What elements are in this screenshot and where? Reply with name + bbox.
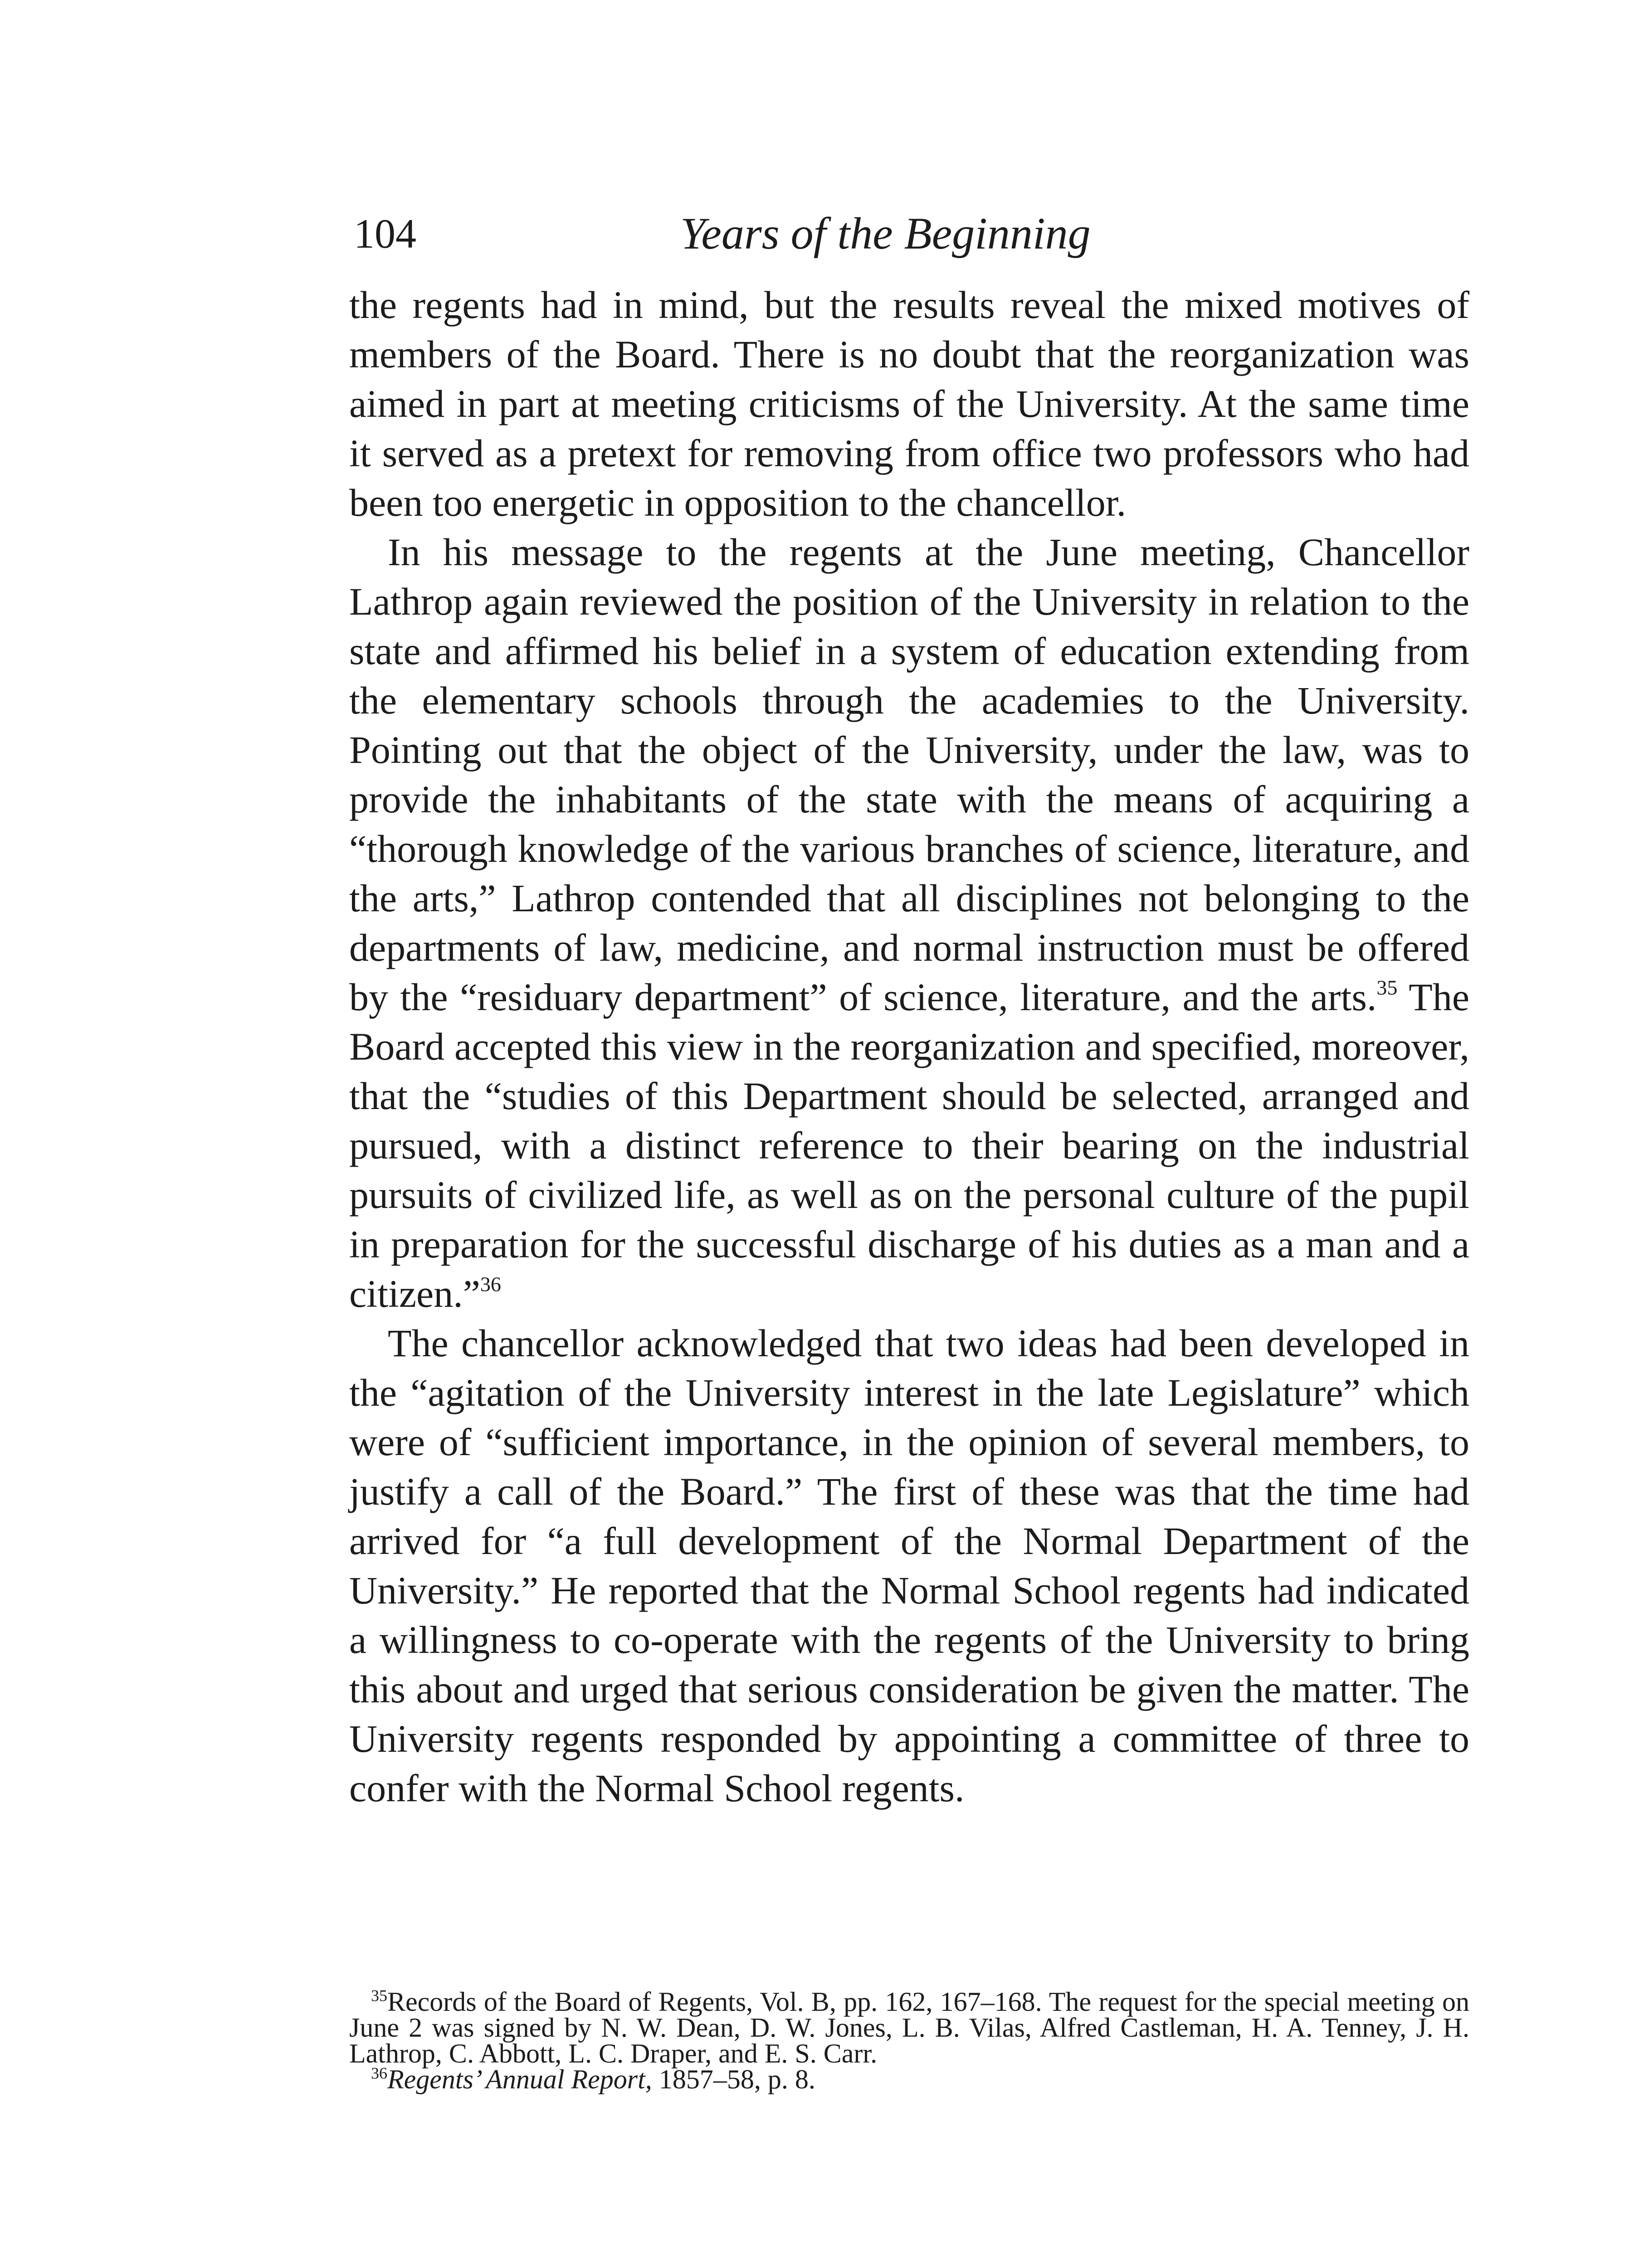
footnote-35 bbox=[349, 1986, 1469, 2068]
running-title: Years of the Beginning bbox=[680, 208, 1091, 259]
footnote-reference-36[interactable]: 36 bbox=[480, 1272, 501, 1296]
footnote-36 bbox=[349, 2064, 1469, 2094]
running-head bbox=[354, 200, 1478, 268]
footnote-text: Records of the Board of Regents, Vol. B, pp. 162, 167–168. The request for the special meeting on June 2 was signed by N. W. Dean, D. W. Jones, L. B. Vilas, Alfred Castleman, H. A. Tenney, J. H. Lathrop, C. Abbott, L. C. Draper, and E. S. Carr. bbox=[349, 1987, 1469, 2068]
footnote-reference-35[interactable]: 35 bbox=[1376, 976, 1398, 999]
paragraph-3 bbox=[349, 1319, 1469, 1813]
page-number: 104 bbox=[354, 210, 416, 257]
paragraph-text-continued: The Board accepted this view in the reorganization and specified, moreover, that the “studies of this Department should be selected, arranged and pursued, with a distinct reference to their bearing on the industrial pursuits of civilized life, as well as on the personal culture of the pupil in preparation for the successful discharge of his duties as a man and a citizen.” bbox=[349, 975, 1469, 1315]
paragraph-text: The chancellor acknowledged that two ideas had been developed in the “agitation of the University interest in the late Legislature” which were of “sufficient importance, in the opinion of several members, to justify a call of the Board.” The first of these was that the time had arrived for “a full development of the Normal Department of the University.” He reported that the Normal School regents had indicated a willingness to co-operate with the regents of the University to bring this about and urged that serious consideration be given the matter. The University regents responded by appointing a committee of three to confer with the Normal School regents. bbox=[349, 1321, 1469, 1810]
footnote-number: 35 bbox=[371, 1986, 387, 2005]
footnote-number: 36 bbox=[371, 2064, 387, 2082]
paragraph-text: the regents had in mind, but the results reveal the mixed motives of members of the Board. There is no doubt that the reorganization was aimed in part at meeting criticisms of the University. At the same time it served as a pretext for removing from office two professors who had been too energetic in opposition to the chancellor. bbox=[349, 283, 1469, 524]
footnote-text: 1857–58, p. 8. bbox=[652, 2064, 815, 2094]
footnote-title: Regents’ Annual Report, bbox=[387, 2064, 652, 2094]
paragraph-text: In his message to the regents at the June meeting, Chancellor Lathrop again reviewed the position of the University in relation to the state and affirmed his belief in a system of education extending from the elementary schools through the academies to the University. Pointing out that the object of the University, under the law, was to provide the inhabitants of the state with the means of acquiring a “thorough knowledge of the various branches of science, literature, and the arts,” Lathrop contended that all disciplines not belonging to the departments of law, medicine, and normal instruction must be offered by the “residuary department” of science, literature, and the arts. bbox=[349, 530, 1469, 1019]
body-text bbox=[349, 280, 1469, 1813]
paragraph-2 bbox=[349, 528, 1469, 1319]
footnotes bbox=[349, 1986, 1469, 2094]
paragraph-1 bbox=[349, 280, 1469, 528]
